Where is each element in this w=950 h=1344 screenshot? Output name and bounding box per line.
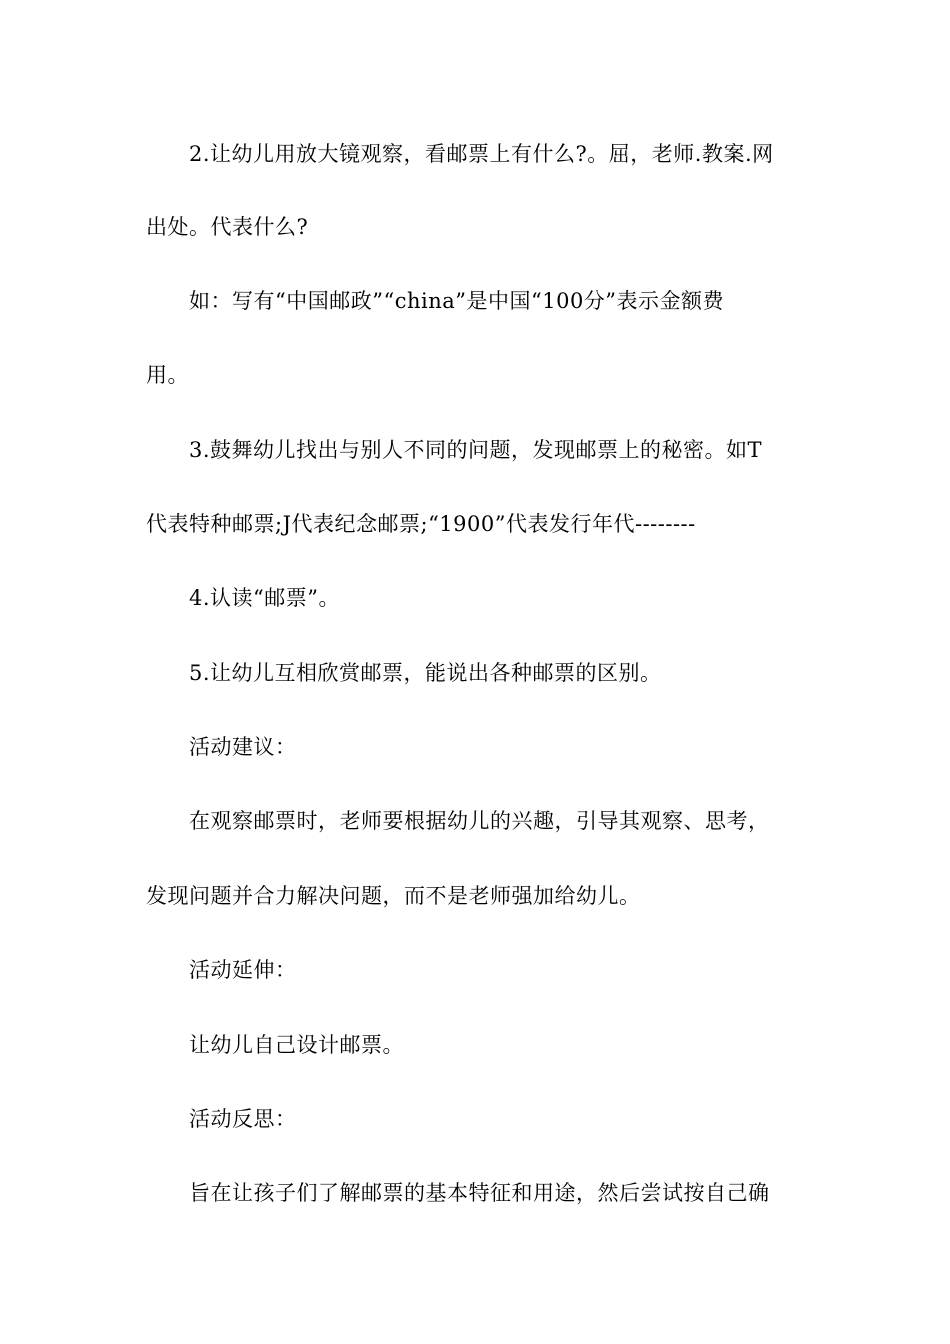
paragraph-line: 3.鼓舞幼儿找出与别人不同的问题，发现邮票上的秘密。如T [189, 438, 763, 462]
paragraph-line: 4.认读“邮票”。 [189, 586, 341, 610]
section-heading: 活动建议： [189, 735, 297, 759]
paragraph-line: 5.让幼儿互相欣赏邮票，能说出各种邮票的区别。 [189, 661, 662, 685]
paragraph-line: 如：写有“中国邮政”“china”是中国“100分”表示金额费 [189, 289, 725, 313]
section-heading: 活动延伸： [189, 958, 297, 982]
paragraph-line: 2.让幼儿用放大镜观察，看邮票上有什么?。屈，老师.教案.网 [189, 142, 774, 166]
section-heading: 活动反思： [189, 1107, 297, 1131]
paragraph-line: 用。 [146, 363, 189, 387]
paragraph-line: 在观察邮票时，老师要根据幼儿的兴趣，引导其观察、思考， [189, 809, 770, 833]
paragraph-line: 旨在让孩子们了解邮票的基本特征和用途，然后尝试按自己确 [189, 1181, 770, 1205]
paragraph-line: 出处。代表什么? [146, 215, 309, 239]
paragraph-line: 代表特种邮票;J代表纪念邮票;“1900”代表发行年代-------- [146, 512, 696, 536]
paragraph-line: 让幼儿自己设计邮票。 [189, 1033, 404, 1057]
paragraph-line: 发现问题并合力解决问题，而不是老师强加给幼儿。 [146, 884, 641, 908]
